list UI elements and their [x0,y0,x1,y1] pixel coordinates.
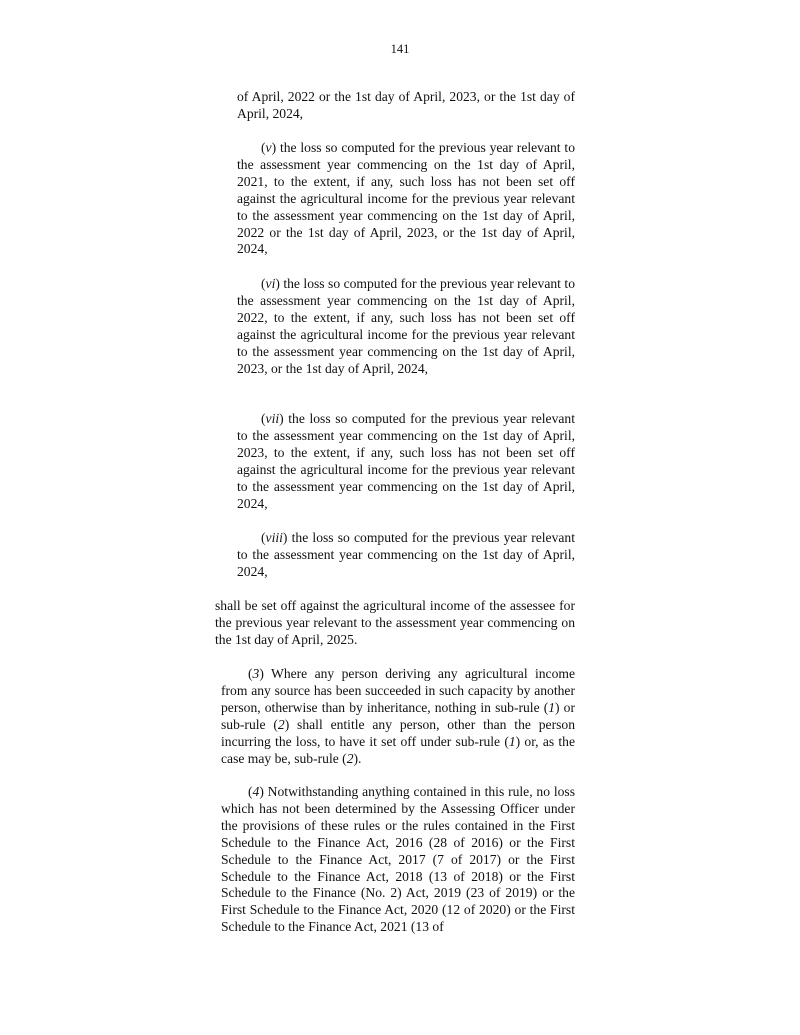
clause-vi: (vi) the loss so computed for the previous year relevant to the assessment year commencing on the 1st day of April, 2022, to the extent, if any, such loss has not been set off against the agricultural income for the previous year relevant to the assessment year commencing on the 1st day of April, 2023, or the 1st day of April, 2024, [237,276,575,376]
sub-rule-4: (4) Notwithstanding anything contained in this rule, no loss which has not been determined by the Assessing Officer under the provisions of these rules or the rules contained in the First Schedule to the Finance Act, 2016 (28 of 2016) or the First Schedule to the Finance Act, 2017 (7 of 2017) or the First Schedule to the Finance Act, 2018 (13 of 2018) or the First Schedule to the Finance (No. 2) Act, 2019 (23 of 2019) or the First Schedule to the Finance Act, 2020 (12 of 2020) or the First Schedule to the Finance Act, 2021 (13 of [221,784,575,935]
rule-text: ). [353,750,362,766]
clause-label: viii [265,530,283,545]
continuation-paragraph: of April, 2022 or the 1st day of April, 2023, or the 1st day of April, 2024, [237,89,575,121]
sub-rule-ref: 2 [277,716,285,732]
clause-label: vi [265,276,276,291]
clause-label: v [265,140,272,155]
sub-rule-3: (3) Where any person deriving any agricultural income from any source has been succeeded in such capacity by another person, otherwise than by inheritance, nothing in sub-rule (1) or sub-rule (2) shall entitle any person, other than the person incurring the loss, to have it set off under sub-rule (1) or, as the case may be, sub-rule (2). [221,666,575,766]
rule-text: ) shall entitle any person, other than the person incurring the loss, to have it set off under sub-rule ( [221,716,575,749]
clause-text: the loss so computed for the previous year relevant to the assessment year commencing on the 1st day of April, 2023, to the extent, if any, such loss has not been set off against the agricultural income for the previous year relevant to the assessment year commencing on the 1st day of April, 2024, [237,411,575,511]
sub-rule-ref: 1 [508,733,516,749]
rule-text: Where any person deriving any agricultural income from any source has been succeeded in such capacity by another person, otherwise than by inheritance, nothing in sub-rule ( [221,666,575,715]
page-number: 141 [390,42,410,56]
rule-text: ) or, as the case may be, sub-rule ( [221,733,575,766]
rule-label: 3 [252,666,260,681]
closing-paragraph: shall be set off against the agricultural income of the assessee for the previous year relevant to the assessment year commencing on the 1st day of April, 2025. [215,598,575,647]
rule-text: ) or sub-rule ( [221,699,575,732]
sub-rule-ref: 1 [548,699,556,715]
rule-text: Notwithstanding anything contained in this rule, no loss which has not been determined by the Assessing Officer under the provisions of these rules or the rules contained in the First Schedule to the Finance Act, 2016 (28 of 2016) or the First Schedule to the Finance Act, 2017 (7 of 2017) or the First Schedule to the Finance Act, 2018 (13 of 2018) or the First Schedule to the Finance (No. 2) Act, 2019 (23 of 2019) or the First Schedule to the Finance Act, 2020 (12 of 2020) or the First Schedule to the Finance Act, 2021 (13 of [221,784,575,935]
clause-text: the loss so computed for the previous year relevant to the assessment year commencing on the 1st day of April, 2021, to the extent, if any, such loss has not been set off against the agricultural income for the previous year relevant to the assessment year commencing on the 1st day of April, 2022 or the 1st day of April, 2023, or the 1st day of April, 2024, [237,140,575,257]
clause-viii: (viii) the loss so computed for the previous year relevant to the assessment year commencing on the 1st day of April, 2024, [237,530,575,579]
clause-text: the loss so computed for the previous year relevant to the assessment year commencing on the 1st day of April, 2022, to the extent, if any, such loss has not been set off against the agricultural income for the previous year relevant to the assessment year commencing on the 1st day of April, 2023, or the 1st day of April, 2024, [237,276,575,376]
clause-vii: (vii) the loss so computed for the previous year relevant to the assessment year commencing on the 1st day of April, 2023, to the extent, if any, such loss has not been set off against the agricultural income for the previous year relevant to the assessment year commencing on the 1st day of April, 2024, [237,411,575,511]
clause-text: the loss so computed for the previous year relevant to the assessment year commencing on the 1st day of April, 2024, [237,530,575,579]
sub-rule-ref: 2 [346,750,354,766]
rule-label: 4 [252,784,260,799]
clause-label: vii [265,411,280,426]
clause-v: (v) the loss so computed for the previous year relevant to the assessment year commencing on the 1st day of April, 2021, to the extent, if any, such loss has not been set off against the agricultural income for the previous year relevant to the assessment year commencing on the 1st day of April, 2022 or the 1st day of April, 2023, or the 1st day of April, 2024, [237,140,575,257]
